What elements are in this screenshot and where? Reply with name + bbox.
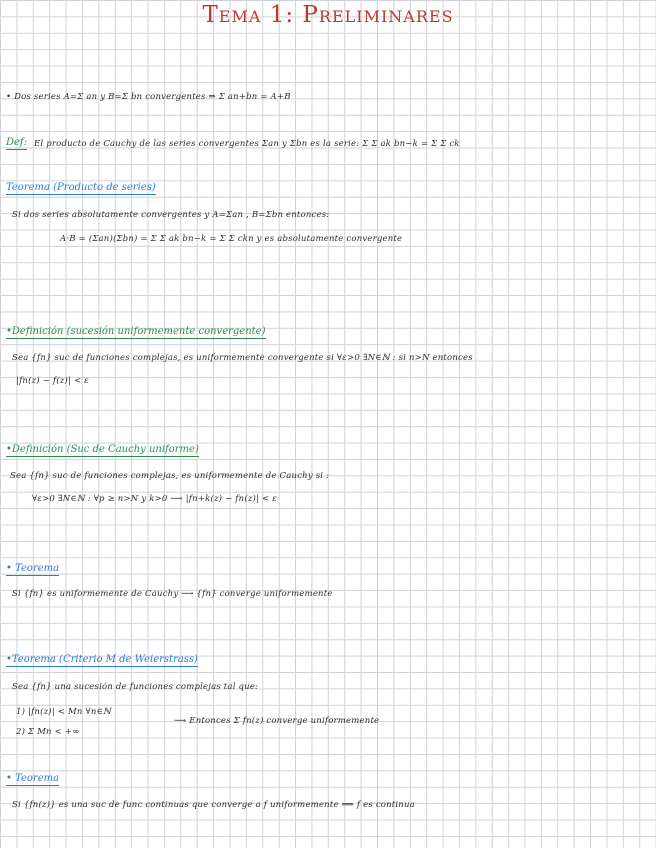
page-title: Tema 1: Preliminares <box>202 2 454 28</box>
definition-text: El producto de Cauchy de las series convergentes Σan y Σbn es la serie: Σ Σ ak bn−k = Σ Σ ck <box>34 139 460 149</box>
theorem-formula: A·B = (Σan)(Σbn) = Σ Σ ak bn−k = Σ Σ ckn y es absolutamente convergente <box>60 234 403 244</box>
definition-formula: |fn(z) − f(z)| < ε <box>16 376 89 386</box>
theorem-heading <box>6 563 59 574</box>
definition-label <box>6 137 27 148</box>
definition-line: Sea {fn} suc de funciones complejas, es uniformemente convergente si ∀ε>0 ∃N∈ℕ : si n>N entonces <box>12 353 473 363</box>
theorem-line: Si {fn(z)} es una suc de func continuas que converge a f uniformemente ⟹ f es continua <box>12 800 415 810</box>
intro-line: • Dos series A=Σ an y B=Σ bn convergentes ⇒ Σ an+bn = A+B <box>6 92 291 102</box>
theorem-continuity-heading: • Teorema <box>6 773 60 784</box>
theorem-heading <box>6 182 156 193</box>
theorem-cauchy-heading: • Teorema <box>6 563 60 574</box>
def-cauchy-heading: •Definición (Suc de Cauchy uniforme) <box>6 444 199 455</box>
theorem-line: Si dos series absolutamente convergentes y A=Σan , B=Σbn entonces: <box>12 210 330 220</box>
theorem-heading <box>6 773 59 784</box>
def-label: Def: <box>6 137 28 148</box>
theorem-weierstrass-heading: •Teorema (Criterio M de Weierstrass) <box>6 654 198 665</box>
definition-heading <box>6 444 199 455</box>
definition-formula: ∀ε>0 ∃N∈ℕ : ∀p ≥ n>N y k>0 ⟶ |fn+k(z) − fn(z)| < ε <box>32 494 277 504</box>
theorem-conclusion: ⟶ Entonces Σ fn(z) converge uniformemente <box>174 716 380 726</box>
theorem-product-heading: Teorema (Producto de series) <box>6 182 156 193</box>
theorem-heading <box>6 654 198 665</box>
def-uniform-heading: •Definición (sucesión uniformemente convergente) <box>6 326 266 337</box>
theorem-condition: 2) Σ Mn < +∞ <box>16 727 80 737</box>
theorem-line: Sea {fn} una sucesión de funciones complejas tal que: <box>12 682 259 692</box>
theorem-line: Si {fn} es uniformemente de Cauchy ⟶ {fn} converge uniformemente <box>12 589 333 599</box>
definition-heading <box>6 326 266 337</box>
theorem-condition: 1) |fn(z)| < Mn ∀n∈ℕ <box>16 707 111 717</box>
definition-line: Sea {fn} suc de funciones complejas, es uniformemente de Cauchy si : <box>10 471 330 481</box>
